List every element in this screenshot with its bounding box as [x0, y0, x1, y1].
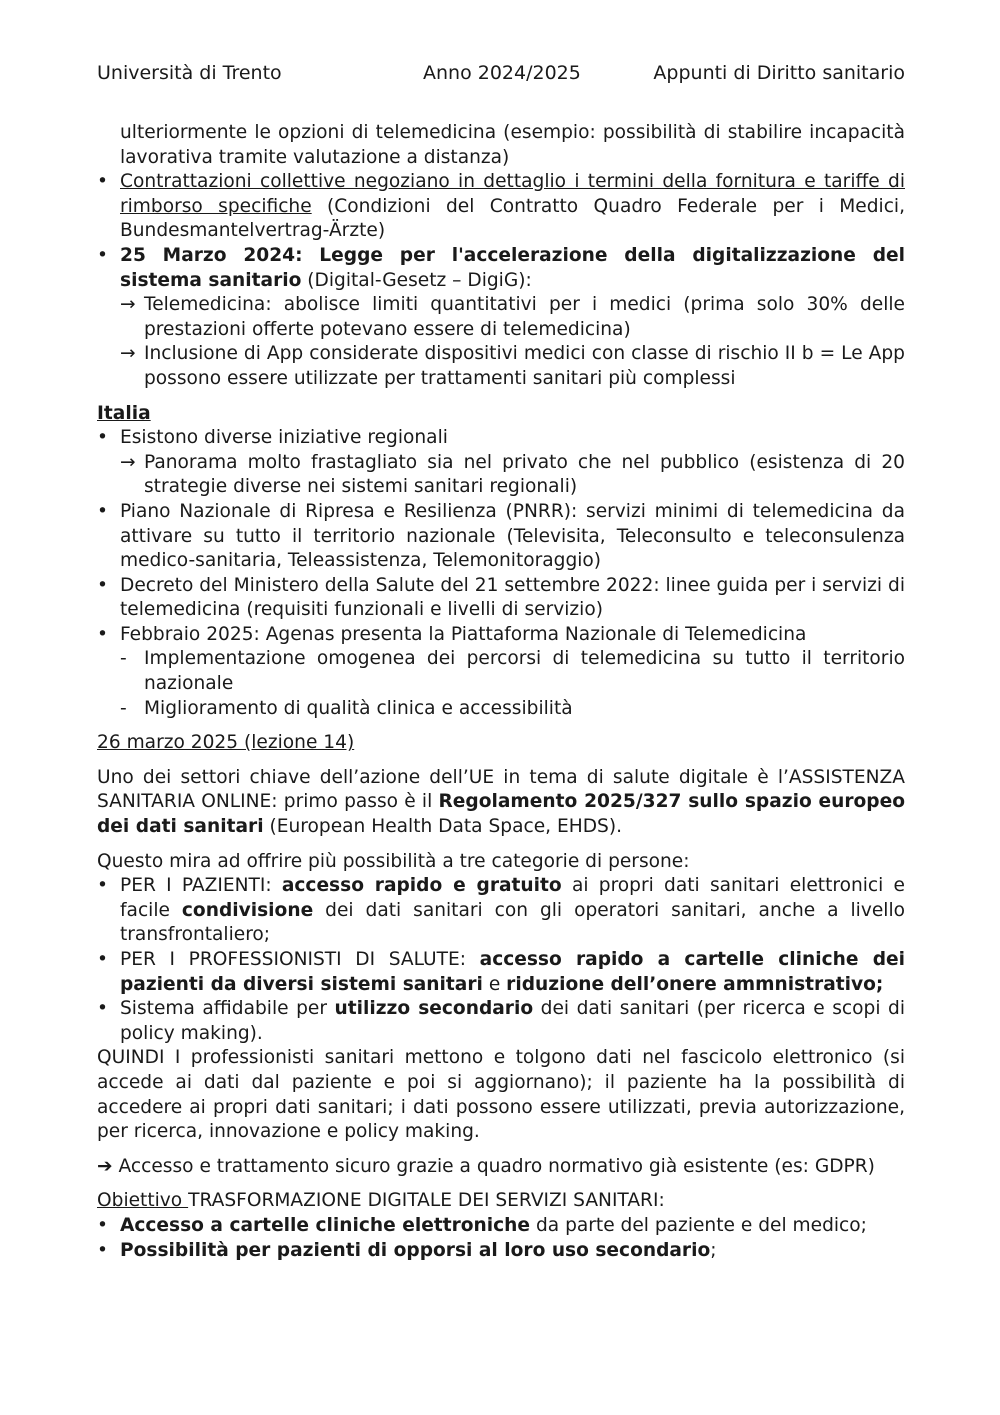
app-inclusion-text: Inclusione di App considerate dispositivi medici con classe di rischio II b = Le App possono essere utilizzate per trattamenti sanitari più complessi [144, 343, 905, 389]
list-item [97, 874, 905, 948]
regional-initiatives-text: Esistono diverse iniziative regionali [120, 427, 448, 449]
objective-1-text: da parte del paziente e del medico; [530, 1214, 867, 1236]
bullet-icon: • [97, 427, 108, 449]
list-item [97, 170, 905, 244]
professionals-label: PER I PROFESSIONISTI DI SALUTE: [120, 949, 480, 970]
ehds-intro-text: Uno dei settori chiave dell’azione dell’UE in tema di salute digitale è l’ASSISTENZA SANITARIA ONLINE: primo passo è il [97, 766, 905, 813]
arrow-right-icon: → [120, 343, 136, 365]
collective-bargaining-text: Contrattazioni collettive negoziano in dettaglio i termini della fornitura e tariffe di rimborso specifiche [120, 171, 905, 217]
bullet-icon: • [97, 875, 108, 897]
agenas-platform-text: Febbraio 2025: Agenas presenta la Piattaforma Nazionale di Telemedicina [120, 623, 807, 645]
bullet-icon: • [97, 244, 108, 266]
list-item [97, 1214, 905, 1239]
lesson-date: 26 marzo 2025 (lezione 14) [97, 732, 355, 754]
objective-line [97, 1189, 905, 1214]
bullet-icon: • [97, 1239, 108, 1261]
sub-list-item [97, 647, 905, 696]
professionals-access-bold: accesso rapido a cartelle cliniche dei pazienti da diversi sistemi sanitari [120, 949, 905, 995]
list-item [97, 1239, 905, 1264]
fragmented-panorama-text: Panorama molto frastagliato sia nel privato che nel pubblico (esistenza di 20 strategie diverse nei sistemi sanitari regionali) [144, 451, 905, 498]
arrow-right-icon: → [120, 451, 136, 473]
telemedicine-limits-text: Telemedicina: abolisce limiti quantitativi per i medici (prima solo 30% delle prestazioni offerte potevano essere di telemedicina) [144, 294, 905, 340]
bullet-icon: • [97, 949, 108, 970]
header-course: Appunti di Diritto sanitario [653, 62, 905, 84]
categories-intro: Questo mira ad offrire più possibilità a tre categorie di persone: [97, 850, 690, 872]
section-heading-italy: Italia [97, 402, 151, 424]
list-item [97, 997, 905, 1046]
patients-text-end: dei dati sanitari con gli operatori sanitari, anche a livello transfrontaliero; [120, 899, 905, 946]
bullet-icon: • [97, 574, 108, 596]
objective-1-bold: Accesso a cartelle cliniche elettroniche [120, 1214, 531, 1236]
gdpr-text: Accesso e trattamento sicuro grazie a quadro normativo già esistente (es: GDPR) [118, 1155, 875, 1177]
gdpr-paragraph [97, 1155, 905, 1180]
patients-text: ai propri dati sanitari elettronici e facile [120, 875, 905, 921]
list-item [97, 500, 905, 574]
ehds-intro-paragraph [97, 766, 905, 840]
list-item [97, 623, 905, 648]
list-item [97, 574, 905, 623]
arrow-right-icon: → [120, 294, 136, 316]
header-year: Anno 2024/2025 [423, 62, 581, 84]
bullet-icon: • [97, 623, 108, 645]
secondary-use-text-end: dei dati sanitari (per ricerca e scopi di policy making). [120, 998, 905, 1044]
pnrr-text: Piano Nazionale di Ripresa e Resilienza (PNRR): servizi minimi di telemedicina da attivare su tutto il territorio nazionale (Televisita, Teleconsulto e teleconsulenza medico-sanitaria, Teleassistenza, Telemonitoraggio) [120, 500, 905, 572]
quality-improvement-text: Miglioramento di qualità clinica e accessibilità [144, 697, 573, 719]
patients-label: PER I PAZIENTI: [120, 875, 282, 897]
ministry-decree-text: Decreto del Ministero della Salute del 21 settembre 2022: linee guida per i servizi di telemedicina (requisiti funzionali e livelli di servizio) [120, 574, 905, 621]
bold-arrow-icon: ➔ [97, 1155, 113, 1177]
professionals-burden-bold: riduzione dell’onere ammnistrativo; [506, 973, 884, 995]
ehds-intro-end: (European Health Data Space, EHDS). [263, 816, 622, 838]
ehds-regulation-title: Regolamento 2025/327 sullo spazio europeo dei dati sanitari [97, 791, 905, 838]
sub-list-item [97, 293, 905, 342]
page-header [97, 62, 905, 86]
secondary-use-text: Sistema affidabile per [120, 998, 335, 1020]
continued-text: ulteriormente le opzioni di telemedicina (esempio: possibilità di stabilire incapacità lavorativa tramite valutazione a distanza) [120, 122, 905, 168]
sub-list-item [97, 451, 905, 500]
bullet-icon: • [97, 998, 108, 1020]
homogeneous-implementation-text: Implementazione omogenea dei percorsi di telemedicina su tutto il territorio nazionale [144, 648, 905, 695]
header-university: Università di Trento [97, 62, 282, 84]
patients-access-bold: accesso rapido e gratuito [281, 875, 562, 897]
secondary-use-bold: utilizzo secondario [334, 998, 534, 1020]
professionals-conjunction: e [482, 973, 507, 995]
objective-2-text: ; [710, 1239, 717, 1261]
dash-icon: - [120, 648, 127, 670]
objective-label: Obiettivo [97, 1190, 189, 1212]
list-item [97, 244, 905, 293]
document-body [97, 121, 905, 1263]
bullet-icon: • [97, 171, 108, 193]
list-item [97, 426, 905, 451]
summary-paragraph: QUINDI I professionisti sanitari mettono e tolgono dati nel fascicolo elettronico (si accede ai dati dal paziente e poi si aggiornano); il paziente ha la possibilità di accedere ai propri dati sanitari; i dati possono essere utilizzati, previa autorizzazione, per ricerca, innovazione e policy making. [97, 1047, 905, 1143]
objective-text: TRASFORMAZIONE DIGITALE DEI SERVIZI SANITARI: [188, 1190, 665, 1212]
bullet-icon: • [97, 1214, 108, 1236]
bullet-icon: • [97, 500, 108, 522]
sub-list-item [97, 697, 905, 722]
patients-sharing-bold: condivisione [181, 899, 314, 921]
digig-law-detail: (Digital-Gesetz – DigiG): [301, 269, 532, 291]
dash-icon: - [120, 697, 127, 719]
sub-list-item [97, 342, 905, 391]
objective-2-bold: Possibilità per pazienti di opporsi al loro uso secondario [120, 1239, 711, 1261]
digig-law-title: 25 Marzo 2024: Legge per l'accelerazione della digitalizzazione del sistema sanitario [120, 244, 905, 291]
list-item [97, 948, 905, 997]
collective-bargaining-detail: (Condizioni del Contratto Quadro Federale per i Medici, Bundesmantelvertrag-Ärzte) [120, 195, 905, 242]
